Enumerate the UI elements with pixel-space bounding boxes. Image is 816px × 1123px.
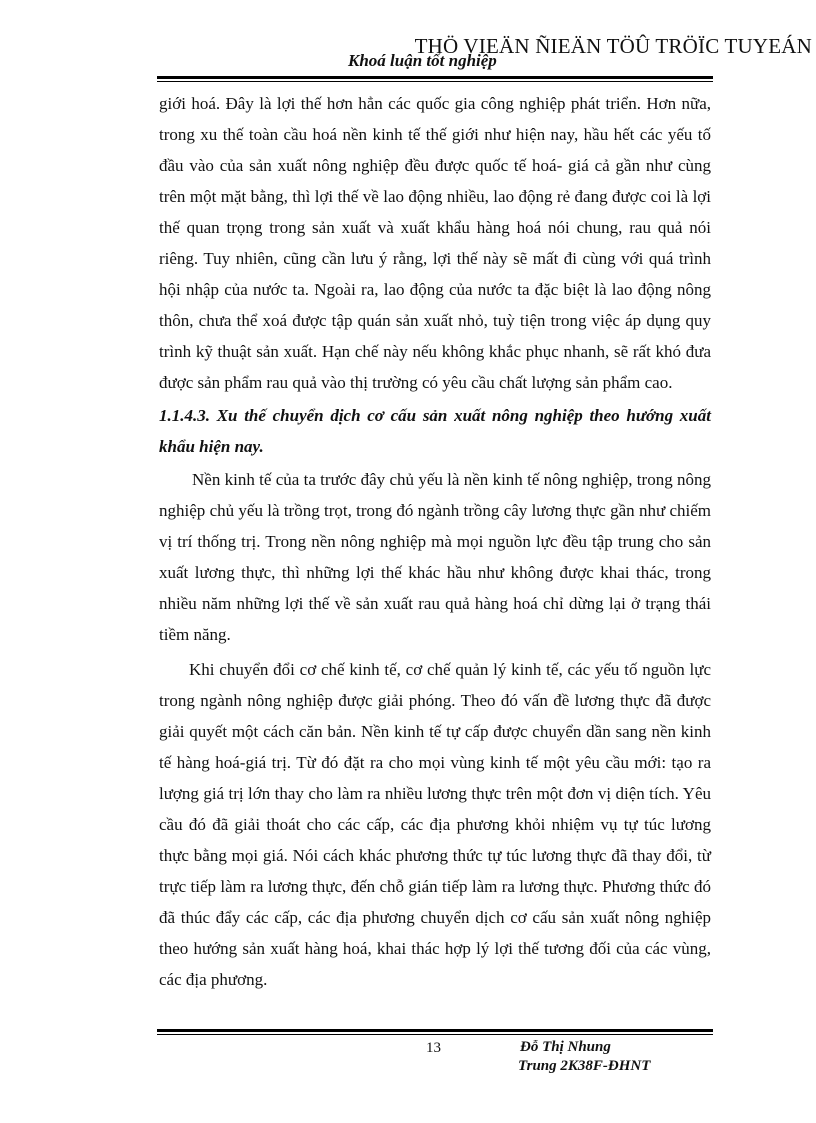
paragraph-continued: giới hoá. Đây là lợi thế hơn hẳn các quốc gia công nghiệp phát triển. Hơn nữa, trong xu thế toàn cầu hoá nền kinh tế thế giới như hiện nay, hầu hết các yếu tố đầu vào của sản xuất nông nghiệp đều được quốc tế hoá- giá cả gần như cùng trên một mặt bằng, thì lợi thế về lao động nhiều, lao động rẻ đang được coi là lợi thế quan trọng trong sản xuất và xuất khẩu hàng hoá nói chung, rau quả nói riêng. Tuy nhiên, cũng cần lưu ý rằng, lợi thế này sẽ mất đi cùng với quá trình hội nhập của nước ta. Ngoài ra, lao động của nước ta đặc biệt là lao động nông thôn, chưa thể xoá được tập quán sản xuất nhỏ, tuỳ tiện trong việc áp dụng quy trình kỹ thuật sản xuất. Hạn chế này nếu không khắc phục nhanh, sẽ rất khó đưa được sản phẩm rau quả vào thị trường có yêu cầu chất lượng sản phẩm cao. [159, 94, 711, 392]
author-signature [520, 1038, 650, 1076]
header-rule [157, 76, 713, 79]
watermark: THÖ VIEÄN ÑIEÄN TÖÛ TRÖÏC TUYEÁN [414, 34, 812, 58]
header-rule-thin [157, 81, 713, 82]
footer-rule [157, 1029, 713, 1032]
footer-rule-thin [157, 1034, 713, 1035]
section-heading: 1.1.4.3. Xu thế chuyển dịch cơ cấu sản xuất nông nghiệp theo hướng xuất khẩu hiện nay. [159, 406, 711, 456]
author-class: Trung 2K38F-ĐHNT [518, 1058, 651, 1074]
author-name: Đỗ Thị Nhung [520, 1039, 611, 1055]
page-header-title: Khoá luận tốt nghiệp [348, 51, 497, 70]
paragraph: Nền kinh tế của ta trước đây chủ yếu là nền kinh tế nông nghiệp, trong nông nghiệp chủ yếu là trồng trọt, trong đó ngành trồng cây lương thực gần như chiếm vị trí thống trị. Trong nền nông nghiệp mà mọi nguồn lực đều tập trung cho sản xuất lương thực, thì những lợi thế khác hầu như không được khai thác, trong nhiều năm những lợi thế về sản xuất rau quả hàng hoá chỉ dừng lại ở trạng thái tiềm năng. [159, 470, 711, 644]
document-body [159, 88, 711, 995]
paragraph: Khi chuyển đổi cơ chế kinh tế, cơ chế quản lý kinh tế, các yếu tố nguồn lực trong ngành nông nghiệp được giải phóng. Theo đó vấn đề lương thực đã được giải quyết một cách căn bản. Nền kinh tế tự cấp được chuyển dần sang nền kinh tế hàng hoá-giá trị. Từ đó đặt ra cho mọi vùng kinh tế một yêu cầu mới: tạo ra lượng giá trị lớn thay cho làm ra nhiều lương thực trên một đơn vị diện tích. Yêu cầu đó đã giải thoát cho các cấp, các địa phương khỏi nhiệm vụ tự túc lương thực bằng mọi giá. Nói cách khác phương thức tự túc lương thực đã thay đổi, từ trực tiếp làm ra lương thực, đến chỗ gián tiếp làm ra lương thực. Phương thức đó đã thúc đẩy các cấp, các địa phương chuyển dịch cơ cấu sản xuất nông nghiệp theo hướng sản xuất hàng hoá, khai thác hợp lý lợi thế tương đối của các vùng, các địa phương. [159, 660, 711, 989]
page-number: 13 [426, 1040, 441, 1056]
